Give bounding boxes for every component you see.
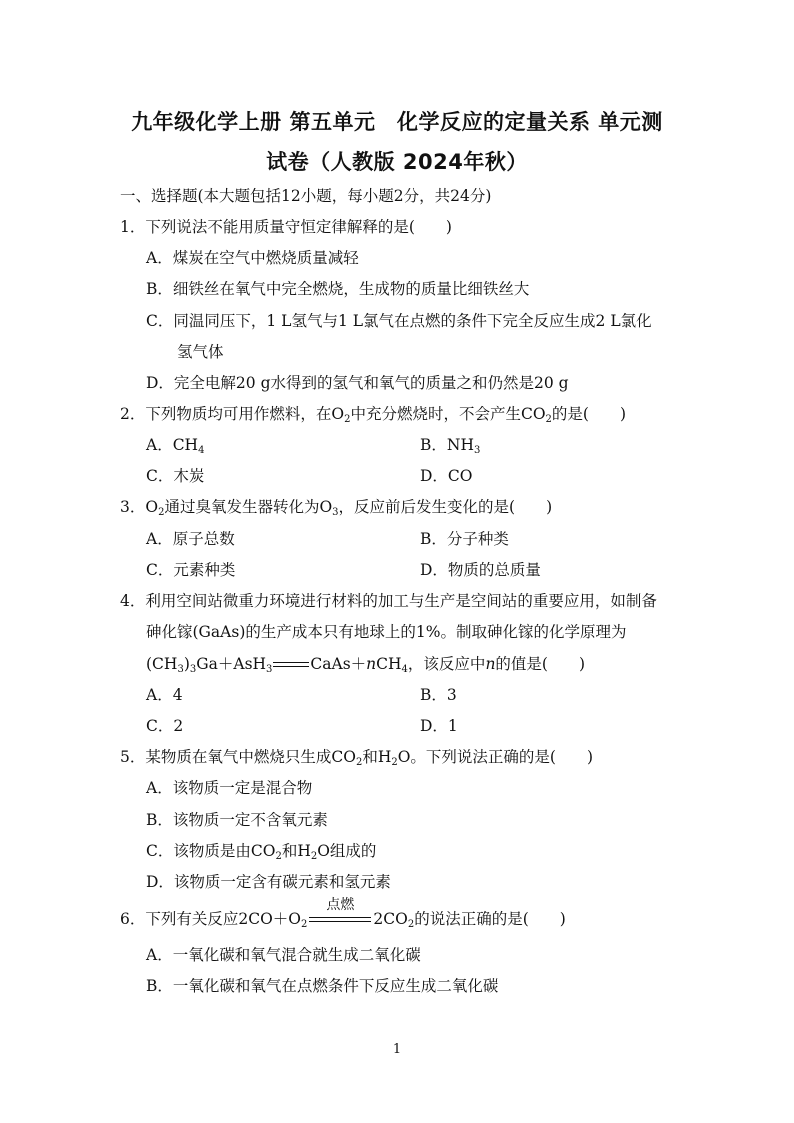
question-3-option-d: D．物质的总质量 bbox=[420, 561, 541, 579]
question-4-equation: $(CH_3)_3Ga+AsH_3$ CaAs＋nCH$_4$，该反应中n的值是( ) bbox=[146, 655, 586, 675]
question-4-option-d: D．1 bbox=[420, 717, 458, 735]
question-4-option-c: C．2 bbox=[146, 717, 184, 735]
question-3-stem: 3．$O_2$通过臭氧发生器转化为$O_3$，反应前后发生变化的是( ) bbox=[120, 498, 553, 518]
question-4-option-b: B．3 bbox=[420, 686, 457, 704]
question-3-option-b: B．分子种类 bbox=[420, 530, 509, 548]
question-5-option-b: B．该物质一定不含氧元素 bbox=[146, 811, 328, 829]
section-heading: 一、选择题(本大题包括12小题，每小题2分，共24分) bbox=[120, 187, 492, 205]
question-4-line-1: 4．利用空间站微重力环境进行材料的加工与生产是空间站的重要应用，如制备 bbox=[120, 592, 657, 610]
reaction-condition-equals bbox=[309, 897, 371, 929]
question-1-option-a: A．煤炭在空气中燃烧质量减轻 bbox=[146, 249, 359, 267]
question-5-option-a: A．该物质一定是混合物 bbox=[146, 779, 313, 797]
question-5-option-c: C．该物质是由$CO_2$和$H_2O$组成的 bbox=[146, 842, 377, 862]
question-1-stem: 1．下列说法不能用质量守恒定律解释的是( ) bbox=[120, 218, 452, 236]
question-2-option-d: D．CO bbox=[420, 467, 473, 485]
question-1-option-c: C．同温同压下，1 L氢气与1 L氯气在点燃的条件下完全反应生成2 L氯化 bbox=[146, 312, 652, 330]
question-2-option-b: B．$NH_3$ bbox=[420, 436, 481, 456]
question-1-option-b: B．细铁丝在氧气中完全燃烧，生成物的质量比细铁丝大 bbox=[146, 280, 530, 298]
question-2-option-a: A．$CH_4$ bbox=[146, 436, 205, 456]
title-line-2: 试卷（人教版 2024年秋） bbox=[266, 150, 528, 174]
question-5-stem: 5．某物质在氧气中燃烧只生成$CO_2$和$H_2O$。下列说法正确的是( ) bbox=[120, 748, 594, 768]
question-6-option-b: B．一氧化碳和氧气在点燃条件下反应生成二氧化碳 bbox=[146, 977, 499, 995]
question-4-option-a: A．4 bbox=[146, 686, 183, 704]
question-1-option-d: D．完全电解20 g水得到的氢气和氧气的质量之和仍然是20 g bbox=[146, 374, 569, 392]
equals-sign-icon bbox=[273, 658, 309, 672]
question-3-option-a: A．原子总数 bbox=[146, 530, 235, 548]
question-6-stem: 6．下列有关反应$2CO+O_2$ 点燃 $2CO_2$的说法正确的是( ) bbox=[120, 897, 566, 930]
question-5-option-d: D．该物质一定含有碳元素和氢元素 bbox=[146, 873, 391, 891]
question-3-option-c: C．元素种类 bbox=[146, 561, 236, 579]
page-number: 1 bbox=[392, 1042, 402, 1057]
question-4-line-2: 砷化镓(GaAs)的生产成本只有地球上的1%。制取砷化镓的化学原理为 bbox=[146, 623, 627, 641]
title-line-1: 九年级化学上册 第五单元 化学反应的定量关系 单元测 bbox=[131, 110, 663, 134]
question-2-option-c: C．木炭 bbox=[146, 467, 205, 485]
question-1-option-c-cont: 氢气体 bbox=[177, 343, 224, 361]
reaction-condition-label: 点燃 bbox=[326, 897, 355, 913]
question-6-option-a: A．一氧化碳和氧气混合就生成二氧化碳 bbox=[146, 946, 421, 964]
question-2-stem: 2．下列物质均可用作燃料，在$O_2$中充分燃烧时，不会产生$CO_2$的是( ) bbox=[120, 405, 627, 425]
